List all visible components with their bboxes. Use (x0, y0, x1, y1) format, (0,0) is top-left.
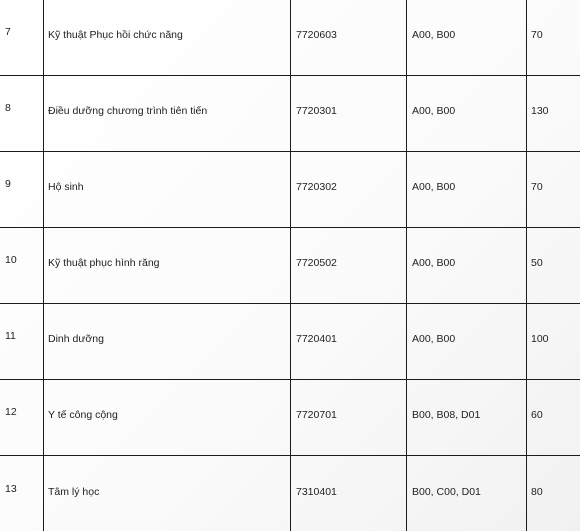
program-code-cell (291, 76, 407, 152)
quota-value: 130 (531, 104, 549, 117)
quota-value: 50 (531, 256, 543, 269)
program-code-cell (291, 304, 407, 380)
quota-cell (527, 152, 580, 228)
program-code: 7720401 (296, 332, 337, 345)
program-code: 7310401 (296, 485, 337, 498)
subject-combo-cell (407, 456, 527, 531)
table-row (0, 456, 580, 531)
program-code: 7720502 (296, 256, 337, 269)
row-index-cell (0, 152, 44, 228)
program-name: Y tế công cộng (48, 408, 118, 421)
subject-combinations: B00, C00, D01 (412, 485, 481, 498)
quota-cell (527, 456, 580, 531)
table-row (0, 0, 580, 76)
quota-cell (527, 0, 580, 76)
row-index-cell (0, 228, 44, 304)
quota-cell (527, 228, 580, 304)
subject-combo-cell (407, 0, 527, 76)
quota-cell (527, 380, 580, 456)
subject-combinations: A00, B00 (412, 104, 456, 117)
program-name: Kỹ thuật Phục hồi chức năng (48, 28, 183, 41)
row-index: 8 (5, 102, 11, 114)
program-name-cell (44, 152, 291, 228)
subject-combo-cell (407, 380, 527, 456)
program-code-cell (291, 0, 407, 76)
subject-combo-cell (407, 152, 527, 228)
row-index-cell (0, 0, 44, 76)
program-name-cell (44, 228, 291, 304)
subject-combinations: A00, B00 (412, 256, 456, 269)
row-index: 10 (5, 254, 17, 266)
row-index-cell (0, 456, 44, 531)
subject-combo-cell (407, 304, 527, 380)
program-code-cell (291, 152, 407, 228)
program-name-cell (44, 76, 291, 152)
program-code-cell (291, 380, 407, 456)
program-code: 7720603 (296, 28, 337, 41)
program-name: Điều dưỡng chương trình tiên tiến (48, 104, 208, 117)
program-code: 7720301 (296, 104, 337, 117)
program-code: 7720302 (296, 180, 337, 193)
quota-cell (527, 304, 580, 380)
program-code-cell (291, 228, 407, 304)
quota-value: 70 (531, 28, 543, 41)
row-index: 12 (5, 406, 17, 418)
program-name-cell (44, 0, 291, 76)
row-index: 11 (5, 330, 16, 342)
row-index: 13 (5, 483, 17, 495)
row-index-cell (0, 76, 44, 152)
program-name: Kỹ thuật phục hình răng (48, 256, 160, 269)
table-row (0, 228, 580, 304)
quota-value: 60 (531, 408, 543, 421)
subject-combinations: B00, B08, D01 (412, 408, 481, 421)
table-row (0, 304, 580, 380)
row-index-cell (0, 380, 44, 456)
quota-cell (527, 76, 580, 152)
row-index: 7 (5, 26, 11, 38)
program-name-cell (44, 304, 291, 380)
program-name: Dinh dưỡng (48, 332, 104, 345)
program-code-cell (291, 456, 407, 531)
table-row (0, 152, 580, 228)
table-row (0, 380, 580, 456)
quota-value: 100 (531, 332, 549, 345)
subject-combo-cell (407, 228, 527, 304)
program-name: Tâm lý học (48, 485, 100, 498)
quota-value: 80 (531, 485, 543, 498)
row-index: 9 (5, 178, 11, 190)
program-name: Hộ sinh (48, 180, 84, 193)
subject-combo-cell (407, 76, 527, 152)
subject-combinations: A00, B00 (412, 28, 456, 41)
subject-combinations: A00, B00 (412, 332, 456, 345)
program-name-cell (44, 380, 291, 456)
program-code: 7720701 (296, 408, 337, 421)
program-name-cell (44, 456, 291, 531)
row-index-cell (0, 304, 44, 380)
quota-value: 70 (531, 180, 543, 193)
table-row (0, 76, 580, 152)
subject-combinations: A00, B00 (412, 180, 456, 193)
